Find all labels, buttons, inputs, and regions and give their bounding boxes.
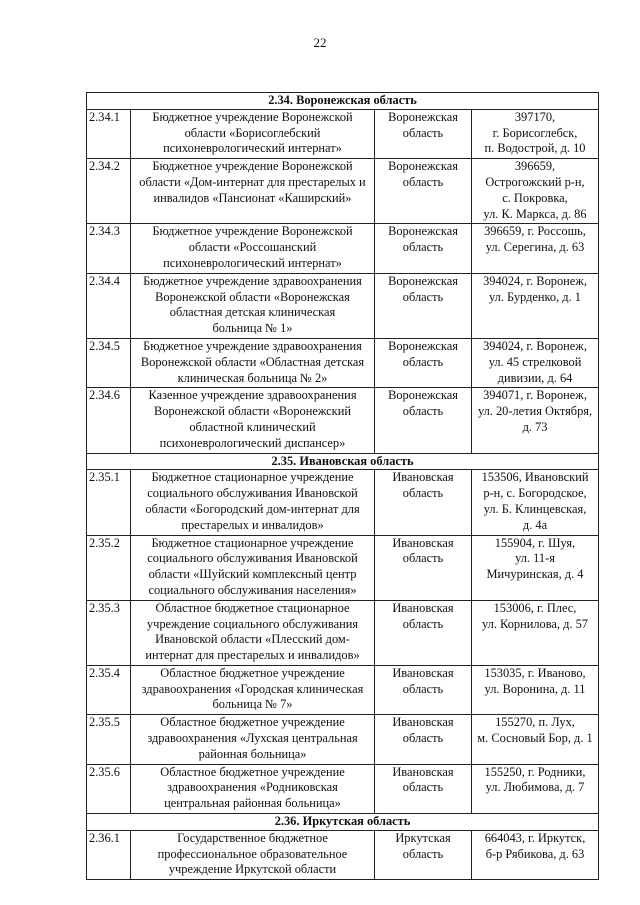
table-row xyxy=(87,224,599,273)
address xyxy=(472,600,599,665)
entry-number: 2.35.1 xyxy=(87,470,131,535)
address xyxy=(472,159,599,224)
table-row xyxy=(87,338,599,387)
address-line: р-н, с. Богородское, xyxy=(483,486,587,501)
address xyxy=(472,273,599,338)
institution-name-line: учреждение Иркутской области xyxy=(168,862,337,877)
institution-name xyxy=(131,109,375,158)
address-line: ул. Корнилова, д. 57 xyxy=(482,616,588,631)
institution-name-line: психоневрологический диспансер» xyxy=(159,435,346,450)
address-line: б-р Рябикова, д. 63 xyxy=(485,846,585,861)
address-line: м. Сосновый Бор, д. 1 xyxy=(477,731,593,746)
region-line: Воронежская xyxy=(388,388,458,403)
institution-name-line: Бюджетное учреждение Воронежской xyxy=(152,159,353,174)
page-number: 22 xyxy=(313,35,327,50)
region-line: область xyxy=(402,125,444,140)
institution-name xyxy=(131,600,375,665)
address-line: ул. К. Маркса, д. 86 xyxy=(483,206,587,221)
region-line: Воронежская xyxy=(388,273,458,288)
address-line: ул. 20-летия Октября, xyxy=(477,404,593,419)
address-line: ул. Любимова, д. 7 xyxy=(485,780,585,795)
region xyxy=(375,830,472,879)
institution-name xyxy=(131,273,375,338)
address-line: ул. Воронина, д. 11 xyxy=(484,681,586,696)
region xyxy=(375,159,472,224)
address-line: д. 73 xyxy=(522,419,548,434)
entry-number: 2.35.2 xyxy=(87,535,131,600)
region-line: Ивановская xyxy=(392,764,454,779)
region xyxy=(375,224,472,273)
institution-name xyxy=(131,764,375,813)
address-line: ул. 45 стрелковой xyxy=(488,354,582,369)
region-line: область xyxy=(402,240,444,255)
registry-table-body xyxy=(87,93,599,880)
address xyxy=(472,830,599,879)
institution-name-line: Воронежской области «Воронежский xyxy=(154,404,351,419)
address-line: ул. Б. Клинцевская, xyxy=(483,501,587,516)
address-line: ул. Серегина, д. 63 xyxy=(485,240,585,255)
section-header-row xyxy=(87,93,599,110)
region-line: область xyxy=(402,486,444,501)
institution-name-line: психоневрологический интернат» xyxy=(163,141,342,156)
institution-name xyxy=(131,715,375,764)
region xyxy=(375,764,472,813)
institution-name-line: Областное бюджетное учреждение xyxy=(160,715,345,730)
entry-number: 2.36.1 xyxy=(87,830,131,879)
institution-name-line: Областное бюджетное стационарное xyxy=(155,600,350,615)
address xyxy=(472,665,599,714)
institution-name-line: Казенное учреждение здравоохранения xyxy=(148,388,357,403)
table-row xyxy=(87,764,599,813)
region-line: Воронежская xyxy=(388,338,458,353)
section-title: 2.35. Ивановская область xyxy=(87,453,599,470)
institution-name-line: центральная районная больница» xyxy=(164,796,341,811)
entry-number: 2.34.3 xyxy=(87,224,131,273)
institution-name-line: учреждение социального обслуживания xyxy=(146,616,359,631)
institution-name-line: областная детская клиническая xyxy=(169,305,336,320)
entry-number: 2.34.2 xyxy=(87,159,131,224)
institution-name xyxy=(131,830,375,879)
region-line: область xyxy=(402,846,444,861)
address-line: с. Покровка, xyxy=(502,190,568,205)
region-line: область xyxy=(402,404,444,419)
institution-name-line: социального обслуживания Ивановской xyxy=(147,551,358,566)
table-row xyxy=(87,159,599,224)
region xyxy=(375,470,472,535)
institution-name-line: Бюджетное учреждение здравоохранения xyxy=(143,338,362,353)
table-row xyxy=(87,535,599,600)
region xyxy=(375,715,472,764)
institution-name-line: Бюджетное учреждение Воронежской xyxy=(152,109,353,124)
table-row xyxy=(87,273,599,338)
region-line: Воронежская xyxy=(388,224,458,239)
address-line: г. Борисоглебск, xyxy=(492,125,578,140)
institution-name-line: районная больница» xyxy=(198,746,307,761)
institution-name-line: больница № 1» xyxy=(212,321,293,336)
address-line: Острогожский р-н, xyxy=(485,174,585,189)
institution-name-line: Воронежской области «Воронежская xyxy=(155,289,350,304)
address-line: 394024, г. Воронеж, xyxy=(483,338,587,353)
address-line: 155270, п. Лух, xyxy=(495,715,575,730)
entry-number: 2.35.6 xyxy=(87,764,131,813)
region-line: Ивановская xyxy=(392,715,454,730)
region xyxy=(375,109,472,158)
table-row xyxy=(87,600,599,665)
institution-name-line: Воронежской области «Областная детская xyxy=(140,354,365,369)
section-title: 2.34. Воронежская область xyxy=(87,93,599,110)
table-row xyxy=(87,470,599,535)
entry-number: 2.34.4 xyxy=(87,273,131,338)
region-line: область xyxy=(402,616,444,631)
institution-name-line: Государственное бюджетное xyxy=(177,830,328,845)
address xyxy=(472,224,599,273)
region-line: область xyxy=(402,174,444,189)
address xyxy=(472,764,599,813)
address xyxy=(472,470,599,535)
institution-name-line: области «Богородский дом-интернат для xyxy=(145,501,360,516)
region xyxy=(375,273,472,338)
institution-name xyxy=(131,159,375,224)
section-title: 2.36. Иркутская область xyxy=(87,814,599,831)
region xyxy=(375,600,472,665)
address xyxy=(472,715,599,764)
section-header-row xyxy=(87,814,599,831)
institution-name-line: здравоохранения «Городская клиническая xyxy=(141,681,364,696)
region-line: область xyxy=(402,681,444,696)
address-line: 153006, г. Плес, xyxy=(493,600,577,615)
region-line: Воронежская xyxy=(388,109,458,124)
table-row xyxy=(87,715,599,764)
region-line: Ивановская xyxy=(392,535,454,550)
institution-name-line: здравоохранения «Лухская центральная xyxy=(147,731,358,746)
institution-name-line: престарелых и инвалидов» xyxy=(181,517,324,532)
institution-name-line: области «Шуйский комплексный центр xyxy=(148,567,357,582)
region-line: Ивановская xyxy=(392,470,454,485)
entry-number: 2.34.1 xyxy=(87,109,131,158)
address-line: 155250, г. Родники, xyxy=(484,764,586,779)
entry-number: 2.35.4 xyxy=(87,665,131,714)
region xyxy=(375,338,472,387)
institution-name-line: областной клинический xyxy=(189,419,316,434)
address xyxy=(472,388,599,453)
table-row xyxy=(87,830,599,879)
institution-name-line: социального обслуживания Ивановской xyxy=(147,486,358,501)
address-line: 155904, г. Шуя, xyxy=(494,535,576,550)
region-line: Ивановская xyxy=(392,600,454,615)
institution-name-line: области «Дом-интернат для престарелых и xyxy=(139,174,366,189)
entry-number: 2.34.5 xyxy=(87,338,131,387)
address-line: 397170, xyxy=(514,109,556,124)
address-line: дивизии, д. 64 xyxy=(497,370,573,385)
region-line: Иркутская xyxy=(395,830,451,845)
institution-name-line: интернат для престарелых и инвалидов» xyxy=(145,648,360,663)
institution-name-line: профессиональное образовательное xyxy=(157,846,348,861)
registry-table xyxy=(86,92,599,880)
institution-name-line: Бюджетное учреждение Воронежской xyxy=(152,224,353,239)
region-line: область xyxy=(402,731,444,746)
institution-name-line: области «Борисоглебский xyxy=(184,125,321,140)
region-line: область xyxy=(402,780,444,795)
institution-name xyxy=(131,388,375,453)
institution-name-line: Областное бюджетное учреждение xyxy=(160,764,345,779)
address-line: ул. Бурденко, д. 1 xyxy=(489,289,581,304)
table-row xyxy=(87,388,599,453)
address-line: 153506, Ивановский xyxy=(481,470,589,485)
address-line: п. Водострой, д. 10 xyxy=(484,141,586,156)
institution-name-line: Бюджетное учреждение здравоохранения xyxy=(143,273,362,288)
region xyxy=(375,535,472,600)
region xyxy=(375,388,472,453)
institution-name-line: инвалидов «Пансионат «Каширский» xyxy=(153,190,352,205)
region xyxy=(375,665,472,714)
institution-name-line: клиническая больница № 2» xyxy=(177,370,328,385)
institution-name xyxy=(131,338,375,387)
table-row xyxy=(87,109,599,158)
address-line: Мичуринская, д. 4 xyxy=(486,567,584,582)
institution-name-line: области «Россошанский xyxy=(188,240,317,255)
region-line: область xyxy=(402,289,444,304)
institution-name-line: социального обслуживания населения» xyxy=(148,582,357,597)
institution-name xyxy=(131,665,375,714)
address-line: 153035, г. Иваново, xyxy=(484,665,586,680)
address-line: 396659, г. Россошь, xyxy=(484,224,586,239)
address-line: 394071, г. Воронеж, xyxy=(483,388,587,403)
region-line: область xyxy=(402,551,444,566)
entry-number: 2.35.5 xyxy=(87,715,131,764)
institution-name xyxy=(131,535,375,600)
section-header-row xyxy=(87,453,599,470)
region-line: область xyxy=(402,354,444,369)
institution-name-line: Областное бюджетное учреждение xyxy=(160,665,345,680)
region-line: Ивановская xyxy=(392,665,454,680)
institution-name-line: Бюджетное стационарное учреждение xyxy=(151,470,354,485)
institution-name xyxy=(131,470,375,535)
region-line: Воронежская xyxy=(388,159,458,174)
address-line: 394024, г. Воронеж, xyxy=(483,273,587,288)
institution-name-line: здравоохранения «Родниковская xyxy=(167,780,338,795)
entry-number: 2.34.6 xyxy=(87,388,131,453)
institution-name-line: психоневрологический интернат» xyxy=(163,255,342,270)
institution-name-line: больница № 7» xyxy=(212,697,293,712)
institution-name-line: Бюджетное стационарное учреждение xyxy=(151,535,354,550)
address-line: 396659, xyxy=(514,159,556,174)
table-row xyxy=(87,665,599,714)
entry-number: 2.35.3 xyxy=(87,600,131,665)
address-line: д. 4а xyxy=(522,517,548,532)
address-line: ул. 11-я xyxy=(515,551,555,566)
address-line: 664043, г. Иркутск, xyxy=(484,830,586,845)
address xyxy=(472,338,599,387)
institution-name xyxy=(131,224,375,273)
institution-name-line: Ивановской области «Плесский дом- xyxy=(155,632,350,647)
address xyxy=(472,535,599,600)
address xyxy=(472,109,599,158)
